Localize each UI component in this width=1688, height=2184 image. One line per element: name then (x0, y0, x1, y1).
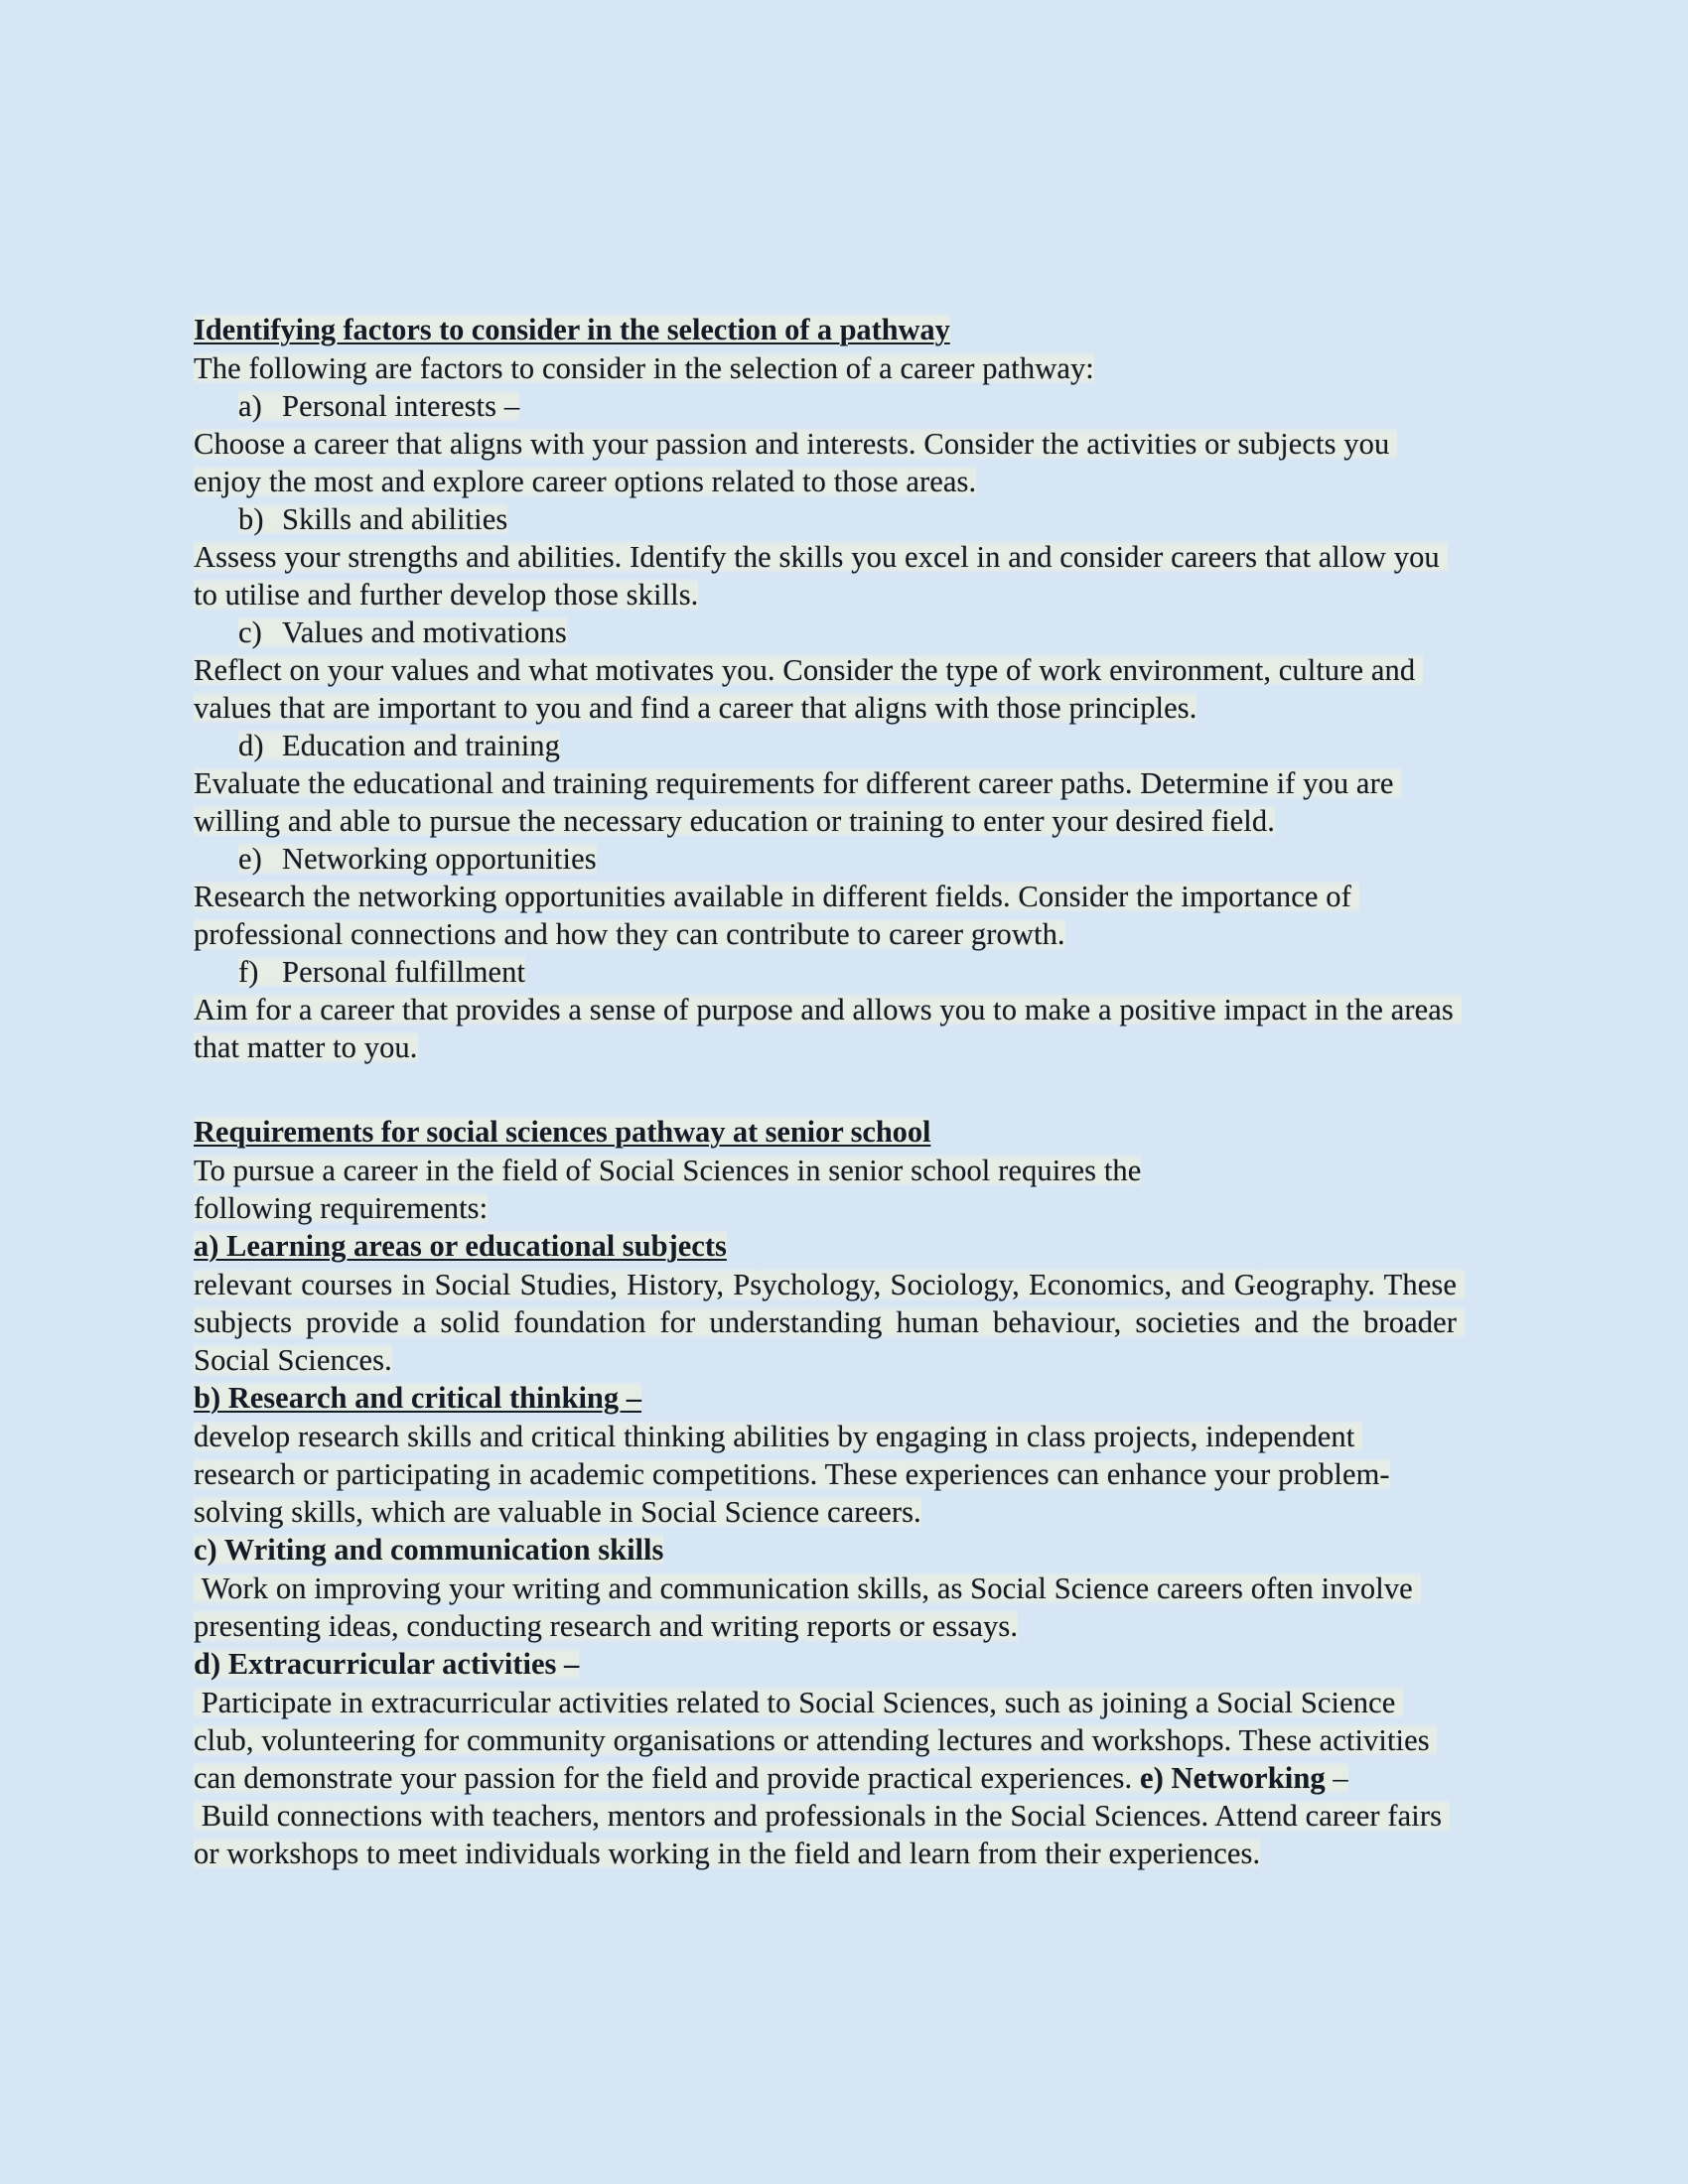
section-intro-text: The following are factors to consider in the selection of a career pathway: (194, 351, 1094, 385)
requirements-intro-line-2 (194, 1189, 1457, 1227)
list-item-c-body (194, 651, 1457, 727)
list-item-f-title (194, 953, 1457, 991)
requirements-intro-text: following requirements: (194, 1191, 489, 1225)
requirement-c-body (194, 1570, 1457, 1645)
requirement-body-text: develop research skills and critical thinking abilities by engaging in class projects, independent research or participating in academic competitions. These experiences can enhance your problem-solving skills, which are valuable in Social Science careers. (194, 1420, 1390, 1529)
list-item-body-text: Research the networking opportunities available in different fields. Consider the importance of professional connections and how they can contribute to career growth. (194, 880, 1359, 951)
list-item-body-text: Reflect on your values and what motivates you. Consider the type of work environment, culture and values that are important to you and find a career that aligns with those principles. (194, 653, 1423, 725)
list-item-title: Networking opportunities (282, 842, 597, 876)
list-item-label: c) (238, 615, 262, 649)
inline-requirement-e-heading: e) Networking (1139, 1761, 1326, 1795)
list-item-title: Personal fulfillment (282, 955, 526, 989)
list-item-title: Skills and abilities (282, 502, 508, 536)
requirement-heading-text: c) Writing and communication skills (194, 1533, 664, 1567)
requirement-heading-text: a) Learning areas or educational subjects (194, 1229, 727, 1263)
list-item-label: b) (238, 502, 264, 536)
list-item-label: a) (238, 389, 262, 423)
list-item-c-title (194, 614, 1457, 651)
requirement-d-heading (194, 1645, 1457, 1684)
requirement-e-body (194, 1797, 1457, 1872)
list-item-a-title (194, 387, 1457, 425)
list-item-e-body (194, 878, 1457, 953)
list-item-body-text: Assess your strengths and abilities. Identify the skills you excel in and consider careers that allow you to utilise and further develop those skills. (194, 540, 1448, 612)
requirements-intro-line-1 (194, 1152, 1457, 1189)
section-heading-text: Requirements for social sciences pathway at senior school (194, 1115, 931, 1149)
section-heading-requirements (194, 1112, 1457, 1152)
requirements-intro-text: To pursue a career in the field of Social Sciences in senior school requires the (194, 1154, 1142, 1187)
requirement-b-heading (194, 1379, 1457, 1418)
list-item-body-text: Aim for a career that provides a sense of purpose and allows you to make a positive impact in the areas that matter to you. (194, 993, 1462, 1064)
requirement-a-body (194, 1266, 1465, 1379)
list-item-title: Education and training (282, 729, 561, 762)
requirement-heading-text: b) Research and critical thinking – (194, 1381, 642, 1415)
section-identifying-factors (194, 310, 1462, 1066)
section-intro-paragraph (194, 349, 1457, 387)
list-item-body-text: Evaluate the educational and training requirements for different career paths. Determine if you are willing and able to pursue the necessary education or training to enter your desired field. (194, 766, 1402, 838)
section-spacer (194, 1066, 1457, 1112)
list-item-b-body (194, 538, 1457, 614)
requirement-b-body (194, 1418, 1457, 1531)
list-item-label: d) (238, 729, 264, 762)
section-requirements-social-sciences (194, 1112, 1465, 1872)
list-item-label: f) (238, 955, 259, 989)
list-item-title: Personal interests – (282, 389, 520, 423)
requirement-body-text: relevant courses in Social Studies, History, Psychology, Sociology, Economics, and Geography. These subjects provide a solid foundation for understanding human behaviour, societies and the broader Social Sciences. (194, 1268, 1465, 1377)
list-item-a-body (194, 425, 1457, 500)
requirement-d-body (194, 1684, 1457, 1797)
requirement-body-text: Build connections with teachers, mentors and professionals in the Social Sciences. Attend career fairs or workshops to meet individuals working in the field and learn from their experiences. (194, 1799, 1450, 1870)
list-item-e-title (194, 840, 1457, 878)
section-heading-text: Identifying factors to consider in the selection of a pathway (194, 313, 950, 346)
list-item-d-body (194, 764, 1457, 840)
list-item-title: Values and motivations (282, 615, 567, 649)
requirement-heading-text: d) Extracurricular activities – (194, 1647, 580, 1681)
inline-requirement-e-dash: – (1325, 1761, 1348, 1795)
list-item-body-text: Choose a career that aligns with your passion and interests. Consider the activities or subjects you enjoy the most and explore career options related to those areas. (194, 427, 1398, 498)
requirement-body-text: Participate in extracurricular activities related to Social Sciences, such as joining a Social Science club, volunteering for community organisations or attending lectures and workshops. These activities can demonstrate your passion for the field and provide practical experiences. (194, 1686, 1438, 1795)
requirement-c-heading (194, 1531, 1457, 1570)
list-item-label: e) (238, 842, 262, 876)
list-item-f-body (194, 991, 1462, 1066)
section-heading-identifying-factors (194, 310, 1457, 349)
list-item-b-title (194, 500, 1457, 538)
document-body (194, 310, 1465, 1872)
requirement-a-heading (194, 1227, 1457, 1266)
list-item-d-title (194, 727, 1457, 764)
requirement-body-text: Work on improving your writing and communication skills, as Social Science careers often involve presenting ideas, conducting research and writing reports or essays. (194, 1571, 1421, 1643)
